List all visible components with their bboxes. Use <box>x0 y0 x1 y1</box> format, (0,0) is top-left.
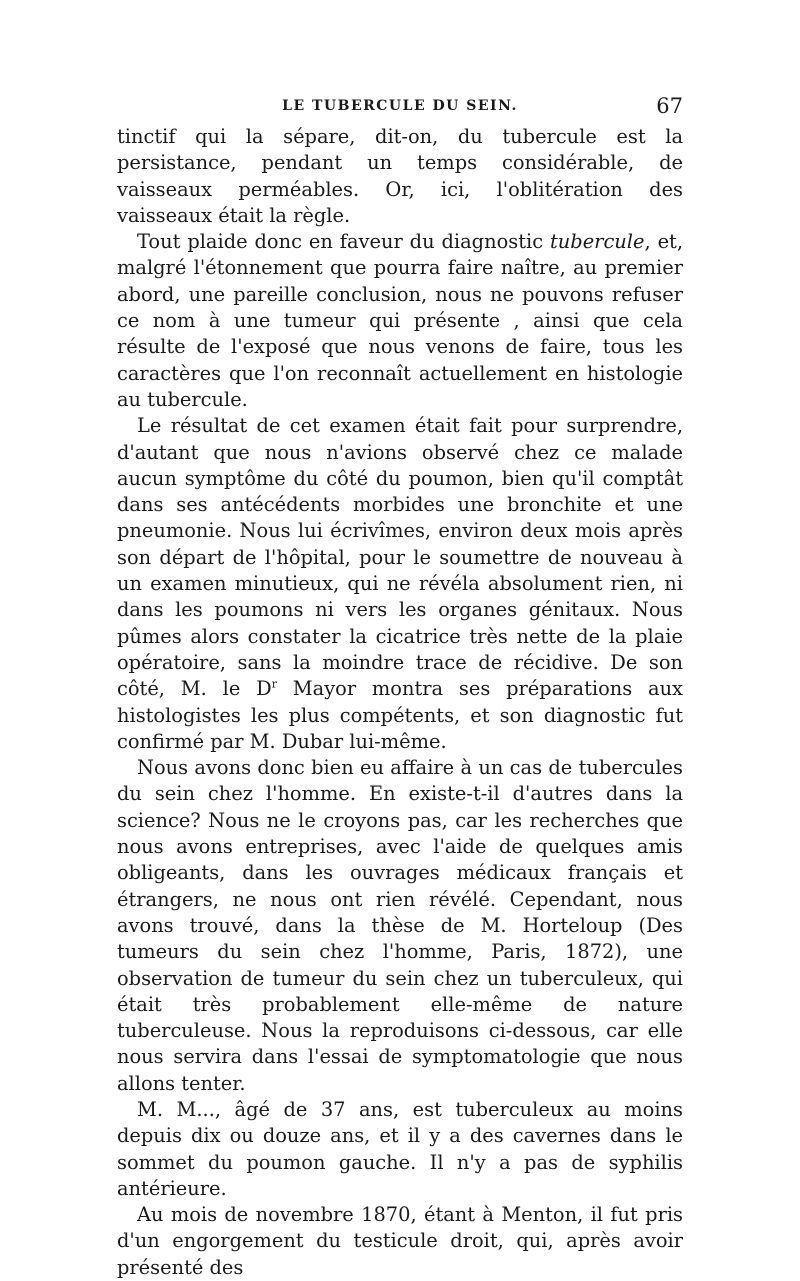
paragraph <box>117 124 683 229</box>
paragraph <box>117 755 683 1097</box>
body-text <box>117 124 683 1281</box>
italic-term: tubercule <box>550 230 645 254</box>
paragraph <box>117 1202 683 1281</box>
text-run: Mayor montra ses préparations aux histologistes les plus compétents, et son diagnostic fut confirmé par M. Dubar lui-même. <box>117 677 683 753</box>
superscript: r <box>271 677 277 691</box>
running-title: LE TUBERCULE DU SEIN. <box>282 98 518 114</box>
text-run: , et, malgré l'étonnement que pourra faire naître, au premier abord, une pareille conclusion, nous ne pouvons refuser ce nom à une tumeur qui présente , ainsi que cela résulte de l'exposé que nous venons de faire, tous les caractères que l'on reconnaît actuellement en histologie au tubercule. <box>117 230 684 411</box>
paragraph <box>117 229 683 413</box>
paragraph <box>117 413 683 755</box>
paragraph <box>117 1097 683 1202</box>
page-number: 67 <box>656 94 683 118</box>
running-head <box>117 96 683 120</box>
text-run: Tout plaide donc en faveur du diagnostic <box>137 230 550 254</box>
text-run: M. M..., âgé de 37 ans, est tuberculeux au moins depuis dix ou douze ans, et il y a des cavernes dans le sommet du poumon gauche. Il n'y a pas de syphilis antérieure. <box>117 1097 683 1200</box>
text-run: Le résultat de cet examen était fait pour surprendre, d'autant que nous n'avions observé chez ce malade aucun symptôme du côté du poumon, bien qu'il comptât dans ses antécédents morbides une bronchite et une pneumonie. Nous lui écrivîmes, environ deux mois après son départ de l'hôpital, pour le soumettre de nouveau à un examen minutieux, qui ne révéla absolument rien, ni dans les poumons ni vers les organes génitaux. Nous pûmes alors constater la cicatrice très nette de la plaie opératoire, sans la moindre trace de récidive. De son côté, M. le D <box>117 414 683 701</box>
text-run: Nous avons donc bien eu affaire à un cas de tubercules du sein chez l'homme. En existe-t-il d'autres dans la science? Nous ne le croyons pas, car les recherches que nous avons entreprises, avec l'aide de quelques amis obligeants, dans les ouvrages médicaux français et étrangers, ne nous ont rien révélé. Cependant, nous avons trouvé, dans la thèse de M. Horteloup (Des tumeurs du sein chez l'homme, Paris, 1872), une observation de tumeur du sein chez un tuberculeux, qui était très probablement elle-même de nature tuberculeuse. Nous la reproduisons ci-dessous, car elle nous servira dans l'essai de symptomatologie que nous allons tenter. <box>117 756 683 1095</box>
text-run: Au mois de novembre 1870, étant à Menton, il fut pris d'un engorgement du testicule droit, qui, après avoir présenté des <box>117 1203 683 1279</box>
text-run: tinctif qui la sépare, dit-on, du tubercule est la persistance, pendant un temps considérable, de vaisseaux perméables. Or, ici, l'oblitération des vaisseaux était la règle. <box>117 125 683 227</box>
